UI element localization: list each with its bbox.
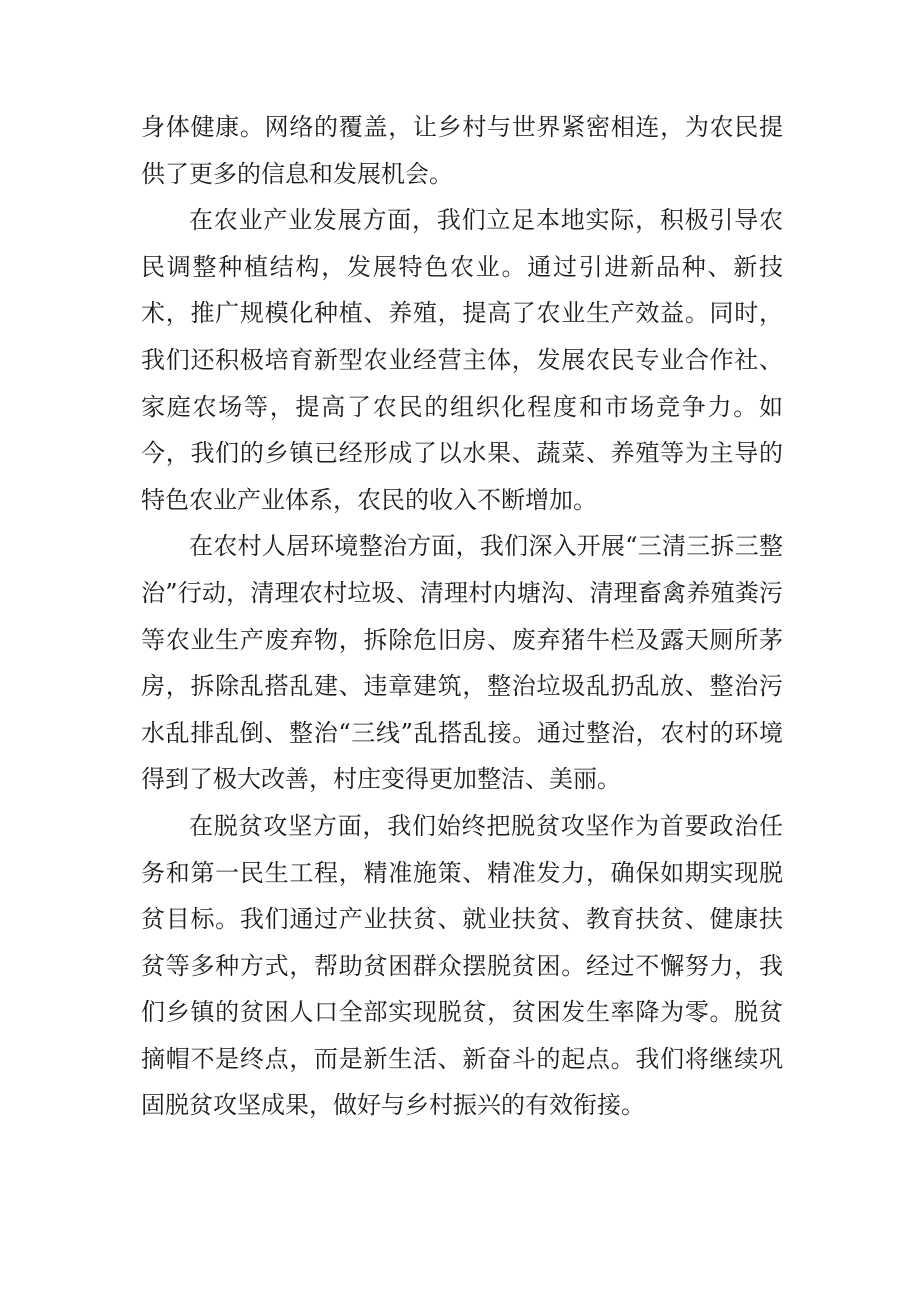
- paragraph-1: 身体健康。网络的覆盖，让乡村与世界紧密相连，为农民提供了更多的信息和发展机会。: [141, 113, 783, 188]
- paragraph-3: 在农村人居环境整治方面，我们深入开展“三清三拆三整治”行动，清理农村垃圾、清理村内塘沟、清理畜禽养殖粪污等农业生产废弃物，拆除危旧房、废弃猪牛栏及露天厕所茅房，拆除乱搭乱建、违章建筑，整治垃圾乱扔乱放、整治污水乱排乱倒、整治“三线”乱搭乱接。通过整治，农村的环境得到了极大改善，村庄变得更加整洁、美丽。: [141, 532, 783, 794]
- paragraph-4: 在脱贫攻坚方面，我们始终把脱贫攻坚作为首要政治任务和第一民生工程，精准施策、精准发力，确保如期实现脱贫目标。我们通过产业扶贫、就业扶贫、教育扶贫、健康扶贫等多种方式，帮助贫困群众摆脱贫困。经过不懈努力，我们乡镇的贫困人口全部实现脱贫，贫困发生率降为零。脱贫摘帽不是终点，而是新生活、新奋斗的起点。我们将继续巩固脱贫攻坚成果，做好与乡村振兴的有效衔接。: [141, 811, 783, 1120]
- document-body: [141, 104, 783, 1129]
- paragraph-2: 在农业产业发展方面，我们立足本地实际，积极引导农民调整种植结构，发展特色农业。通过引进新品种、新技术，推广规模化种植、养殖，提高了农业生产效益。同时，我们还积极培育新型农业经营主体，发展农民专业合作社、家庭农场等，提高了农民的组织化程度和市场竞争力。如今，我们的乡镇已经形成了以水果、蔬菜、养殖等为主导的特色农业产业体系，农民的收入不断增加。: [141, 206, 783, 514]
